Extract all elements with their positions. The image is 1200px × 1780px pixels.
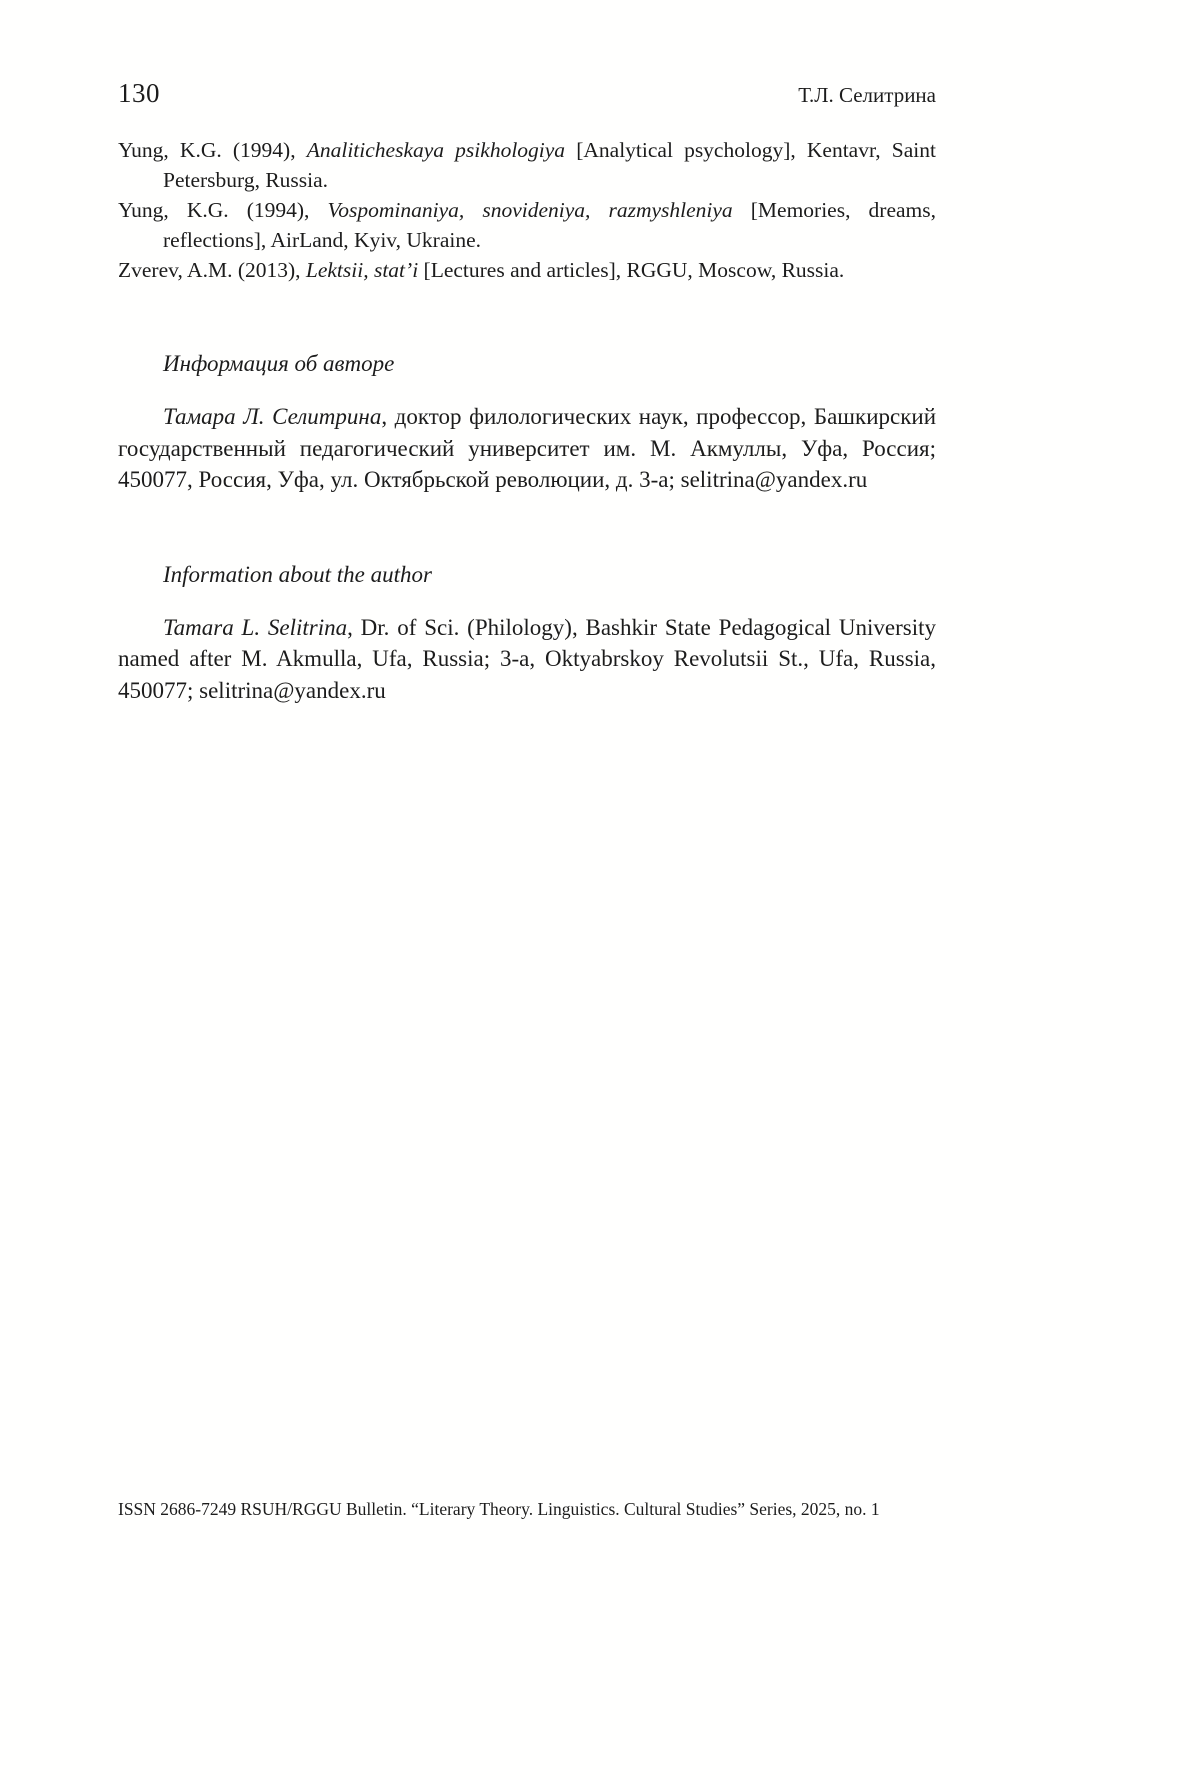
reference-entry [118, 195, 936, 255]
page-footer: ISSN 2686-7249 RSUH/RGGU Bulletin. “Literary Theory. Linguistics. Cultural Studies” Series, 2025, no. 1 [118, 1499, 880, 1519]
reference-authors: Yung, K.G. (1994), [118, 198, 328, 222]
page-content [118, 0, 936, 706]
page-header [118, 0, 936, 109]
reference-title: Analiticheskaya psikhologiya [306, 138, 566, 162]
reference-entry [118, 135, 936, 195]
reference-title: Vospominaniya, snovideniya, razmyshleniya [327, 198, 733, 222]
section-heading-author-info-en: Information about the author [163, 561, 432, 587]
reference-entry [118, 255, 936, 285]
reference-authors: Yung, K.G. (1994), [118, 138, 307, 162]
author-paragraph-ru [118, 401, 936, 496]
page-number: 130 [118, 78, 160, 108]
reference-details: [Lectures and articles], RGGU, Moscow, Russia. [418, 258, 845, 282]
reference-details: [Analytical psychology], Kentavr, Saint Petersburg, Russia. [163, 138, 936, 192]
reference-authors: Zverev, A.M. (2013), [118, 258, 306, 282]
reference-title: Lektsii, stat’i [305, 258, 419, 282]
author-name-en: Tamara L. Selitrina [163, 614, 348, 640]
references-section [118, 135, 936, 285]
section-heading-author-info-ru: Информация об авторе [163, 351, 395, 376]
author-name-ru: Тамара Л. Селитрина [163, 404, 382, 429]
author-details-ru: , доктор филологических наук, профессор, Башкирский государственный педагогический университет им. М. Акмуллы, Уфа, Россия; 450077, Россия, Уфа, ул. Октябрьской революции, д. 3-а; selitrina@yandex.ru [118, 404, 936, 492]
running-head: Т.Л. Селитрина [798, 83, 936, 107]
author-paragraph-en [118, 612, 936, 707]
reference-details: [Memories, dreams, reflections], AirLand, Kyiv, Ukraine. [163, 198, 937, 252]
author-details-en: , Dr. of Sci. (Philology), Bashkir State Pedagogical University named after M. Akmulla, Ufa, Russia; 3-a, Oktyabrskoy Revolutsii St., Ufa, Russia, 450077; selitrina@yandex.ru [118, 614, 936, 703]
